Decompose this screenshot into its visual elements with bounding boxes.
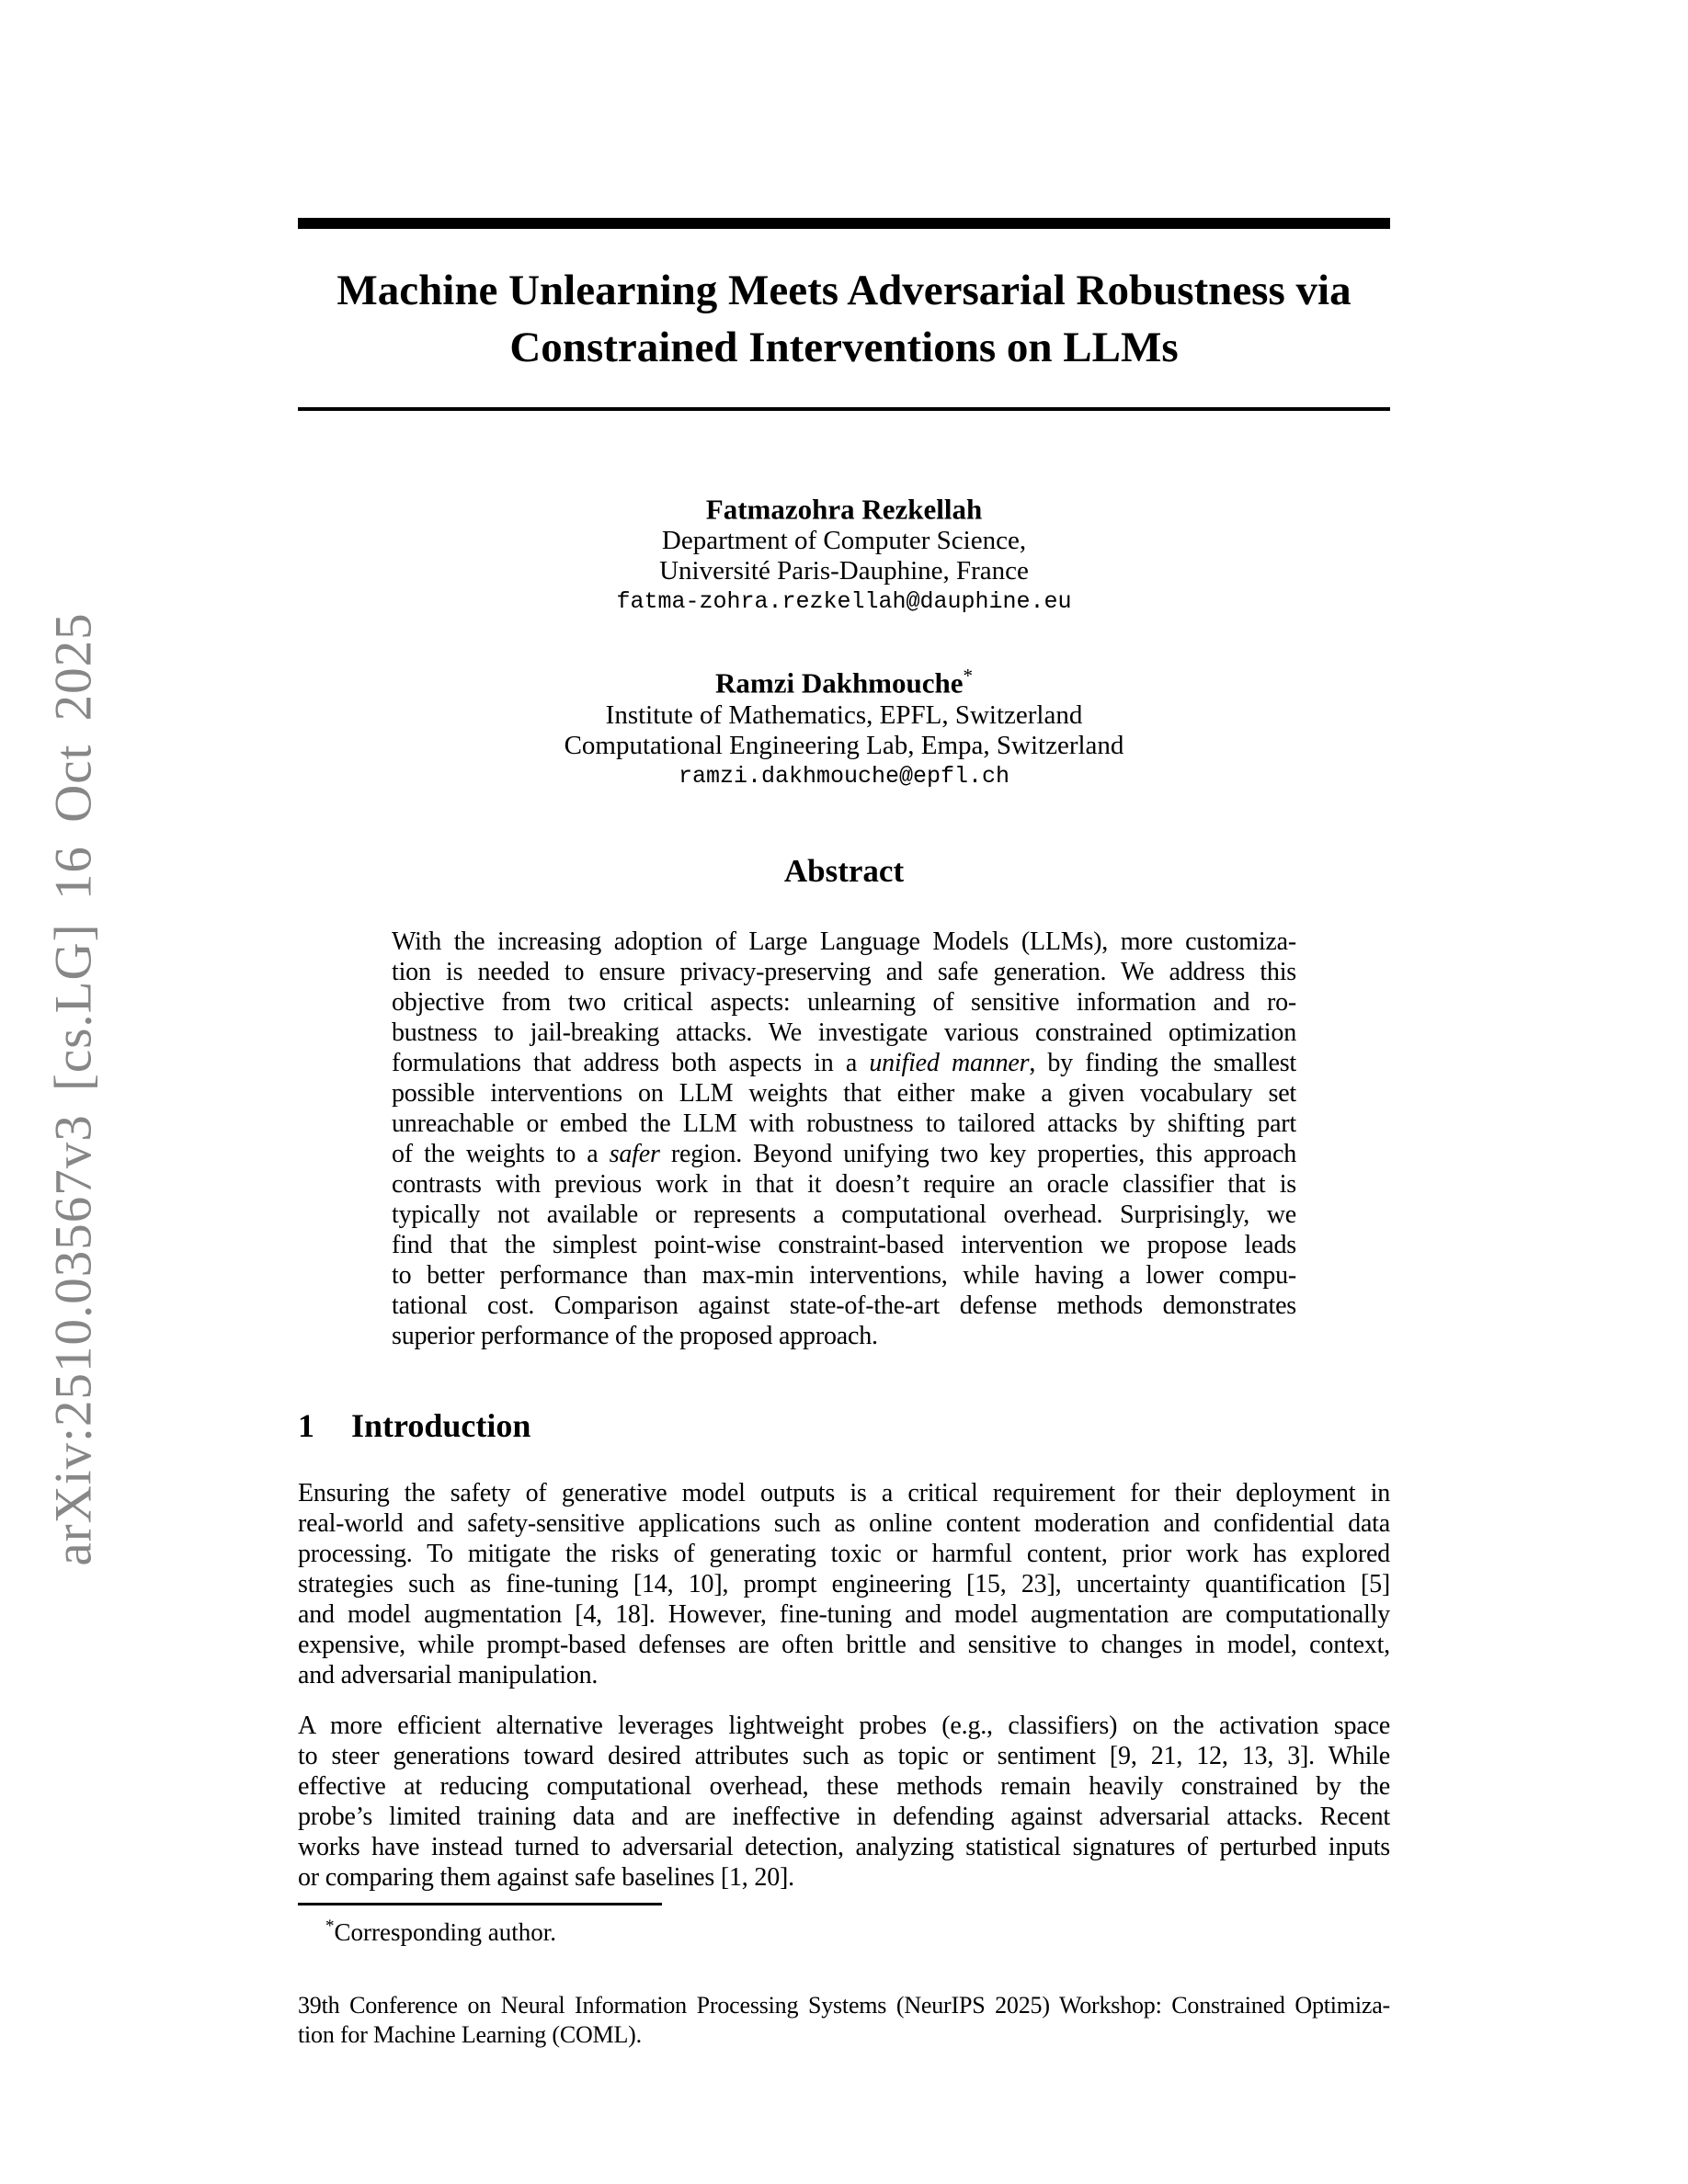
abstract-line: With the increasing adoption of Large Language Models (LLMs), more customiza-: [392, 927, 1296, 956]
footnote: [298, 1912, 1390, 1947]
arxiv-watermark: arXiv:2510.03567v3 [cs.LG] 16 Oct 2025: [44, 612, 103, 1566]
author-affiliation-line: Institute of Mathematics, EPFL, Switzerland: [605, 700, 1083, 730]
paragraph-line: to steer generations toward desired attributes such as topic or sentiment [9, 21, 12, 13, 3]. While: [298, 1742, 1390, 1770]
abstract-line: superior performance of the proposed approach.: [392, 1322, 878, 1350]
abstract-line: of the weights to a safer region. Beyond unifying two key properties, this approach: [392, 1140, 1296, 1168]
footer-line: tion for Machine Learning (COML).: [298, 2021, 642, 2048]
paragraph-line: or comparing them against safe baselines [1, 20].: [298, 1863, 794, 1892]
paragraph-line: effective at reducing computational overhead, these methods remain heavily constrained by the: [298, 1772, 1390, 1801]
paragraph-line: works have instead turned to adversarial detection, analyzing statistical signatures of perturbed inputs: [298, 1833, 1390, 1861]
abstract-line: possible interventions on LLM weights that either make a given vocabulary set: [392, 1079, 1296, 1108]
conference-footer: [298, 1991, 1390, 2050]
footer-line: 39th Conference on Neural Information Processing Systems (NeurIPS 2025) Workshop: Constrained Optimiza-: [298, 1992, 1390, 2019]
author-affiliation-line: Université Paris-Dauphine, France: [659, 556, 1029, 586]
paragraph-line: Ensuring the safety of generative model outputs is a critical requirement for their deployment in: [298, 1479, 1390, 1507]
abstract-heading: Abstract: [783, 853, 905, 889]
author-name-suffix: *: [963, 665, 974, 688]
footnote-marker: *: [325, 1917, 335, 1936]
author-list: [298, 485, 1390, 791]
section-title: Introduction: [351, 1407, 531, 1444]
author-name-text: Ramzi Dakhmouche: [714, 666, 964, 700]
abstract-line: tational cost. Comparison against state-of-the-art defense methods demonstrates: [392, 1291, 1296, 1320]
footnote-rule: [298, 1903, 662, 1905]
author-affiliation-line: Department of Computer Science,: [661, 526, 1027, 556]
title-rule-top: [298, 218, 1390, 229]
abstract-body: [392, 927, 1296, 1351]
abstract-line: contrasts with previous work in that it doesn’t require an oracle classifier that is: [392, 1170, 1296, 1199]
abstract-line: objective from two critical aspects: unlearning of sensitive information and ro-: [392, 988, 1296, 1017]
paragraph-line: and model augmentation [4, 18]. However, fine-tuning and model augmentation are computationally: [298, 1600, 1390, 1629]
abstract-line: bustness to jail-breaking attacks. We investigate various constrained optimization: [392, 1018, 1296, 1047]
paragraph-line: A more efficient alternative leverages lightweight probes (e.g., classifiers) on the activation space: [298, 1712, 1390, 1740]
abstract-line: to better performance than max-min interventions, while having a lower compu-: [392, 1261, 1296, 1290]
author-affiliation-line: Computational Engineering Lab, Empa, Switzerland: [564, 730, 1124, 760]
abstract-line: typically not available or represents a computational overhead. Surprisingly, we: [392, 1200, 1296, 1229]
paragraph-line: processing. To mitigate the risks of generating toxic or harmful content, prior work has explored: [298, 1540, 1390, 1568]
author-name-text: Fatmazohra Rezkellah: [705, 493, 983, 526]
paragraph-line: real-world and safety-sensitive applications such as online content moderation and confidential data: [298, 1509, 1390, 1538]
author-name: [298, 659, 1390, 700]
author-block-2: [298, 659, 1390, 791]
author-email: fatma-zohra.rezkellah@dauphine.eu: [616, 588, 1072, 616]
author-name: [298, 485, 1390, 526]
section-heading-introduction: [298, 1406, 530, 1445]
footnote-text: Corresponding author.: [334, 1918, 556, 1946]
title-rule-bottom: [298, 407, 1390, 411]
introduction-paragraph-1: [298, 1478, 1390, 1690]
section-number: 1: [298, 1407, 314, 1444]
abstract-line: unreachable or embed the LLM with robustness to tailored attacks by shifting part: [392, 1109, 1296, 1138]
author-block-1: [298, 485, 1390, 617]
abstract-line: formulations that address both aspects in a unified manner, by finding the smallest: [392, 1049, 1296, 1077]
paper-title-line-2: Constrained Interventions on LLMs: [509, 324, 1179, 371]
paragraph-line: probe’s limited training data and are ineffective in defending against adversarial attacks. Recent: [298, 1803, 1390, 1831]
author-email: ramzi.dakhmouche@epfl.ch: [678, 762, 1010, 790]
paper-title-line-1: Machine Unlearning Meets Adversarial Robustness via: [336, 267, 1352, 314]
paper-title: [298, 262, 1390, 376]
paragraph-line: and adversarial manipulation.: [298, 1661, 599, 1689]
paragraph-line: strategies such as fine-tuning [14, 10], prompt engineering [15, 23], uncertainty quantification [5]: [298, 1570, 1390, 1598]
paragraph-line: expensive, while prompt-based defenses are often brittle and sensitive to changes in model, context,: [298, 1631, 1390, 1659]
abstract-line: tion is needed to ensure privacy-preserving and safe generation. We address this: [392, 958, 1296, 986]
introduction-paragraph-2: [298, 1711, 1390, 1893]
abstract-line: find that the simplest point-wise constraint-based intervention we propose leads: [392, 1231, 1296, 1259]
